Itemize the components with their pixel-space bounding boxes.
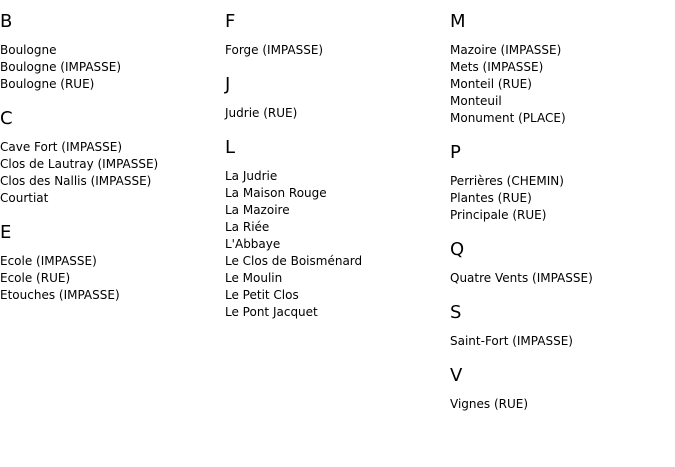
street-link[interactable]: Le Pont Jacquet bbox=[225, 305, 318, 319]
street-list bbox=[450, 396, 675, 413]
street-link[interactable]: Principale (RUE) bbox=[450, 208, 547, 222]
street-link[interactable]: Clos de Lautray (IMPASSE) bbox=[0, 157, 159, 171]
street-link[interactable]: Boulogne (IMPASSE) bbox=[0, 60, 122, 74]
street-index-column-1 bbox=[0, 0, 225, 304]
letter-group-v bbox=[450, 365, 675, 413]
list-item bbox=[0, 156, 225, 173]
street-link[interactable]: Cave Fort (IMPASSE) bbox=[0, 140, 123, 154]
letter-heading: J bbox=[225, 74, 231, 95]
list-item bbox=[450, 207, 675, 224]
letter-heading: P bbox=[450, 142, 461, 163]
street-link[interactable]: Le Clos de Boisménard bbox=[225, 254, 363, 268]
list-item bbox=[225, 168, 450, 185]
list-item bbox=[225, 236, 450, 253]
letter-group-j bbox=[225, 74, 450, 122]
street-link[interactable]: Ecole (RUE) bbox=[0, 271, 71, 285]
street-link[interactable]: Monteil (RUE) bbox=[450, 77, 532, 91]
street-list bbox=[450, 173, 675, 224]
list-item bbox=[225, 105, 450, 122]
list-item bbox=[0, 253, 225, 270]
street-list bbox=[0, 253, 225, 304]
list-item bbox=[450, 42, 675, 59]
street-link[interactable]: Plantes (RUE) bbox=[450, 191, 532, 205]
list-item bbox=[450, 333, 675, 350]
list-item bbox=[0, 173, 225, 190]
street-list bbox=[450, 270, 675, 287]
street-link[interactable]: Judrie (RUE) bbox=[225, 106, 298, 120]
street-link[interactable]: Saint-Fort (IMPASSE) bbox=[450, 334, 573, 348]
street-list bbox=[225, 168, 450, 321]
letter-group-s bbox=[450, 302, 675, 350]
street-link[interactable]: Etouches (IMPASSE) bbox=[0, 288, 120, 302]
letter-heading: E bbox=[0, 222, 12, 243]
street-index-column-3 bbox=[450, 0, 675, 413]
letter-group-q bbox=[450, 239, 675, 287]
letter-group-b bbox=[0, 11, 225, 93]
street-link[interactable]: Perrières (CHEMIN) bbox=[450, 174, 564, 188]
letter-heading: F bbox=[225, 11, 236, 32]
list-item bbox=[225, 253, 450, 270]
street-link[interactable]: Boulogne (RUE) bbox=[0, 77, 95, 91]
street-link[interactable]: Mets (IMPASSE) bbox=[450, 60, 544, 74]
street-link[interactable]: L'Abbaye bbox=[225, 237, 281, 251]
street-link[interactable]: Vignes (RUE) bbox=[450, 397, 529, 411]
letter-heading: L bbox=[225, 137, 236, 158]
street-list bbox=[225, 42, 450, 59]
street-link[interactable]: Le Petit Clos bbox=[225, 288, 299, 302]
list-item bbox=[450, 270, 675, 287]
list-item bbox=[0, 59, 225, 76]
street-link[interactable]: Boulogne bbox=[0, 43, 57, 57]
list-item bbox=[450, 190, 675, 207]
street-link[interactable]: La Maison Rouge bbox=[225, 186, 327, 200]
street-link[interactable]: Mazoire (IMPASSE) bbox=[450, 43, 562, 57]
street-link[interactable]: La Judrie bbox=[225, 169, 278, 183]
street-index-column-2 bbox=[225, 0, 450, 321]
street-link[interactable]: Clos des Nallis (IMPASSE) bbox=[0, 174, 152, 188]
letter-heading: Q bbox=[450, 239, 465, 260]
letter-heading: C bbox=[0, 108, 13, 129]
street-link[interactable]: La Riée bbox=[225, 220, 270, 234]
list-item bbox=[450, 173, 675, 190]
street-link[interactable]: La Mazoire bbox=[225, 203, 290, 217]
list-item bbox=[0, 270, 225, 287]
letter-group-f bbox=[225, 11, 450, 59]
list-item bbox=[450, 396, 675, 413]
list-item bbox=[225, 270, 450, 287]
street-link[interactable]: Forge (IMPASSE) bbox=[225, 43, 324, 57]
letter-heading: V bbox=[450, 365, 463, 386]
list-item bbox=[450, 93, 675, 110]
street-link[interactable]: Le Moulin bbox=[225, 271, 283, 285]
street-list bbox=[0, 42, 225, 93]
letter-group-e bbox=[0, 222, 225, 304]
list-item bbox=[0, 139, 225, 156]
street-link[interactable]: Monument (PLACE) bbox=[450, 111, 566, 125]
street-list bbox=[225, 105, 450, 122]
list-item bbox=[225, 185, 450, 202]
list-item bbox=[0, 76, 225, 93]
street-list bbox=[450, 42, 675, 127]
list-item bbox=[225, 287, 450, 304]
list-item bbox=[0, 190, 225, 207]
street-link[interactable]: Ecole (IMPASSE) bbox=[0, 254, 97, 268]
list-item bbox=[225, 202, 450, 219]
letter-group-l bbox=[225, 137, 450, 321]
street-link[interactable]: Courtiat bbox=[0, 191, 49, 205]
list-item bbox=[450, 76, 675, 93]
letter-heading: S bbox=[450, 302, 462, 323]
list-item bbox=[450, 110, 675, 127]
letter-group-p bbox=[450, 142, 675, 224]
letter-heading: B bbox=[0, 11, 13, 32]
letter-heading: M bbox=[450, 11, 466, 32]
street-link[interactable]: Quatre Vents (IMPASSE) bbox=[450, 271, 593, 285]
list-item bbox=[0, 287, 225, 304]
street-link[interactable]: Monteuil bbox=[450, 94, 502, 108]
list-item bbox=[450, 59, 675, 76]
letter-group-m bbox=[450, 11, 675, 127]
street-list bbox=[450, 333, 675, 350]
list-item bbox=[225, 304, 450, 321]
list-item bbox=[0, 42, 225, 59]
letter-group-c bbox=[0, 108, 225, 207]
list-item bbox=[225, 42, 450, 59]
list-item bbox=[225, 219, 450, 236]
street-list bbox=[0, 139, 225, 207]
